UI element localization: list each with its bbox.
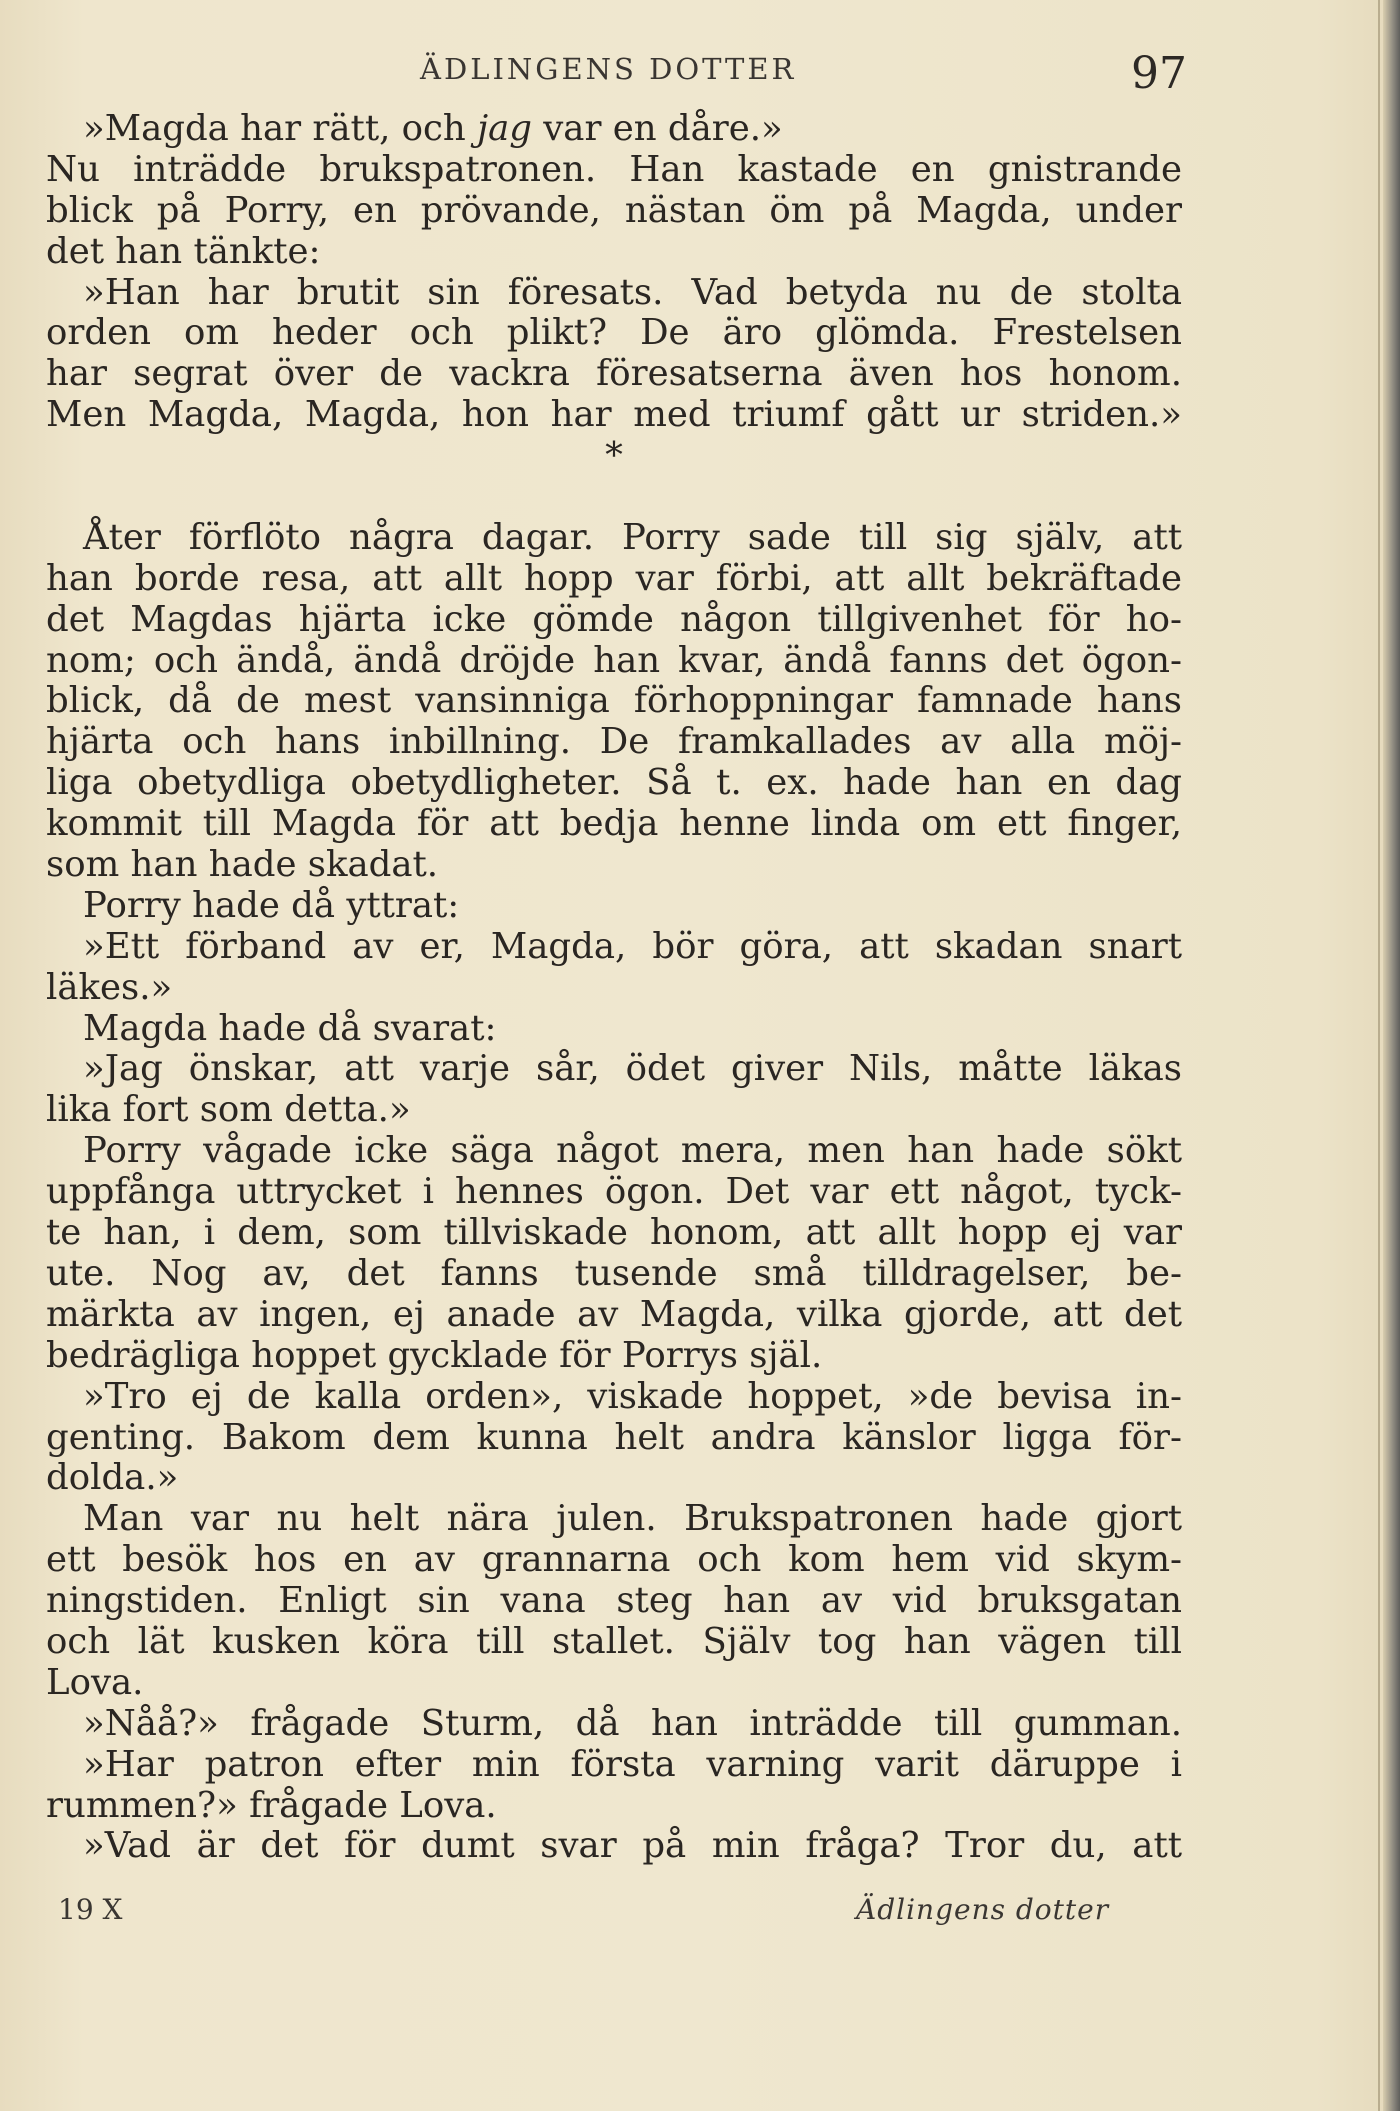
section-break-asterisk: * <box>605 435 623 477</box>
text-line: läkes.» <box>46 966 173 1008</box>
text-line: märkta av ingen, ej anade av Magda, vilka gjorde, att det <box>46 1293 1182 1335</box>
text-line: »Har patron efter min första varning varit däruppe i <box>83 1743 1182 1785</box>
text-line: det Magdas hjärta icke gömde någon tillgivenhet för ho- <box>46 598 1182 640</box>
text-line: ute. Nog av, det fanns tusende små tilldragelser, be- <box>46 1252 1182 1294</box>
text-line: hjärta och hans inbillning. De framkallades av alla möj- <box>46 721 1182 763</box>
running-head: ÄDLINGENS DOTTER <box>420 52 797 86</box>
page-edge-shadow <box>1383 0 1400 2111</box>
text-line: »Jag önskar, att varje sår, ödet giver Nils, måtte läkas <box>83 1048 1182 1090</box>
text-line: Man var nu helt nära julen. Brukspatronen hade gjort <box>83 1498 1182 1540</box>
text-line: dolda.» <box>46 1457 179 1499</box>
text-line: Porry hade då yttrat: <box>83 884 460 926</box>
text-line: orden om heder och plikt? De äro glömda. Frestelsen <box>46 312 1182 354</box>
text-line: »Tro ej de kalla orden», viskade hoppet, »de bevisa in- <box>83 1375 1182 1417</box>
text-line: blick på Porry, en prövande, nästan öm på Magda, under <box>46 189 1182 231</box>
text-line: Porry vågade icke säga något mera, men han hade sökt <box>83 1130 1182 1172</box>
text-line: te han, i dem, som tillviskade honom, att allt hopp ej var <box>46 1212 1182 1254</box>
text-line: »Magda har rätt, och jag var en dåre.» <box>83 108 783 149</box>
footer-short-title: Ädlingens dotter <box>856 1893 1110 1926</box>
text-line: »Vad är det för dumt svar på min fråga? Tror du, att <box>83 1825 1182 1867</box>
footer-signature: 19 X <box>58 1893 123 1926</box>
text-line: han borde resa, att allt hopp var förbi, att allt bekräftade <box>46 557 1182 599</box>
text-line: genting. Bakom dem kunna helt andra känslor ligga för- <box>46 1416 1182 1458</box>
text-line: det han tänkte: <box>46 230 321 272</box>
text-line: har segrat över de vackra föresatserna även hos honom. <box>46 353 1182 395</box>
text-line: Nu inträdde brukspatronen. Han kastade en gnistrande <box>46 148 1182 190</box>
text-line: »Nåå?» frågade Sturm, då han inträdde till gumman. <box>83 1702 1182 1744</box>
body-text <box>46 109 1182 1867</box>
text-line: nom; och ändå, ändå dröjde han kvar, ändå fanns det ögon- <box>46 639 1182 681</box>
page-number: 97 <box>1131 48 1187 99</box>
text-line: bedrägliga hoppet gycklade för Porrys själ. <box>46 1334 823 1376</box>
text-line: »Ett förband av er, Magda, bör göra, att skadan snart <box>83 925 1182 967</box>
text-line: Lova. <box>46 1661 144 1703</box>
text-line: Men Magda, Magda, hon har med triumf gått ur striden.» <box>46 394 1182 436</box>
text-line: lika fort som detta.» <box>46 1089 411 1131</box>
text-line: »Han har brutit sin föresats. Vad betyda nu de stolta <box>83 271 1182 313</box>
text-line: rummen?» frågade Lova. <box>46 1784 497 1826</box>
text-line: Magda hade då svarat: <box>83 1007 497 1049</box>
text-line: uppfånga uttrycket i hennes ögon. Det var ett något, tyck- <box>46 1171 1182 1213</box>
text-line: blick, då de mest vansinniga förhoppningar famnade hans <box>46 680 1182 722</box>
text-line: liga obetydliga obetydligheter. Så t. ex. hade han en dag <box>46 762 1182 804</box>
text-line <box>46 477 1182 518</box>
text-line: ningstiden. Enligt sin vana steg han av vid bruksgatan <box>46 1580 1182 1622</box>
text-line: kommit till Magda för att bedja henne linda om ett finger, <box>46 803 1182 845</box>
text-line: ett besök hos en av grannarna och kom hem vid skym- <box>46 1539 1182 1581</box>
text-line: och lät kusken köra till stallet. Själv tog han vägen till <box>46 1620 1182 1662</box>
text-line: Åter förflöto några dagar. Porry sade till sig själv, att <box>83 516 1182 558</box>
text-line: som han hade skadat. <box>46 844 439 886</box>
